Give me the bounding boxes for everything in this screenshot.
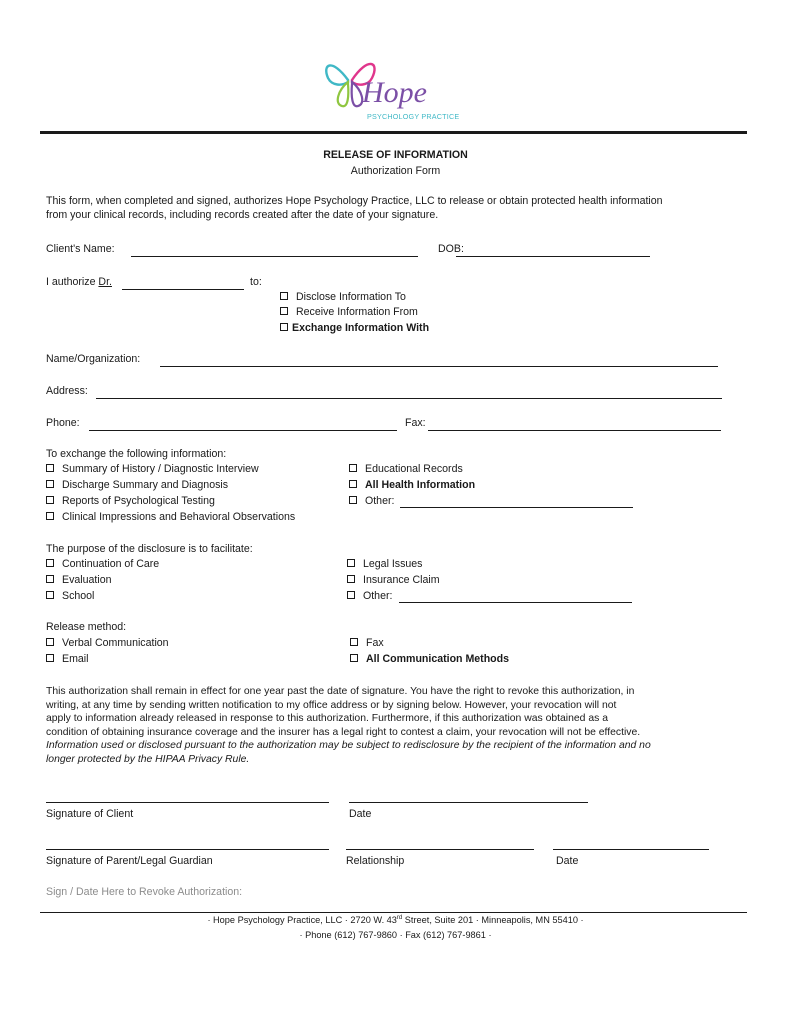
purpose-item[interactable] (46, 590, 94, 604)
purpose-item[interactable] (347, 558, 422, 572)
footer-address-part: · Hope Psychology Practice, LLC · 2720 W. 43 (207, 915, 397, 926)
item-label: Other: (363, 590, 393, 602)
terms-line: condition of obtaining insurance coverage and the insurer has a legal right to contest a claim, your revocation will not be effective. (46, 726, 641, 738)
date-label-2: Date (556, 855, 579, 867)
option-disclose[interactable] (280, 291, 406, 305)
option-exchange[interactable] (280, 322, 429, 336)
footer-address-part: Street, Suite 201 · Minneapolis, MN 55410 · (402, 915, 584, 926)
dob-label: DOB: (438, 243, 464, 255)
exchange-item[interactable] (349, 495, 394, 509)
option-receive[interactable] (280, 306, 418, 320)
purpose-heading: The purpose of the disclosure is to facilitate: (46, 543, 253, 555)
checkbox[interactable] (350, 638, 358, 646)
org-field[interactable] (160, 366, 718, 367)
date-line-2[interactable] (553, 849, 709, 850)
footer-phone: · Phone (612) 767-9860 · Fax (612) 767-9861 · (299, 930, 492, 940)
guardian-signature-label: Signature of Parent/Legal Guardian (46, 855, 213, 867)
phone-field[interactable] (89, 430, 397, 431)
header-divider (40, 131, 747, 134)
checkbox[interactable] (349, 480, 357, 488)
authorize-dr: Dr. (98, 276, 112, 288)
date-line-1[interactable] (349, 802, 588, 803)
method-item[interactable] (46, 637, 169, 651)
revoke-label: Sign / Date Here to Revoke Authorization: (46, 886, 243, 898)
intro-paragraph (46, 195, 746, 223)
doctor-name-field[interactable] (122, 289, 244, 290)
checkbox[interactable] (46, 654, 54, 662)
item-label: Discharge Summary and Diagnosis (62, 479, 229, 491)
item-label: Continuation of Care (62, 558, 160, 570)
terms-line: This authorization shall remain in effect for one year past the date of signature. You have the right to revoke this authorization, in (46, 686, 635, 697)
item-label: School (62, 590, 95, 602)
footer-sup: rd (396, 915, 403, 921)
purpose-item[interactable] (46, 574, 111, 588)
purpose-item[interactable] (46, 558, 159, 572)
checkbox[interactable] (347, 591, 355, 599)
method-item[interactable] (46, 653, 89, 667)
item-label: Educational Records (365, 463, 463, 475)
item-label: Insurance Claim (363, 574, 440, 586)
dob-field[interactable] (456, 256, 650, 257)
intro-line: This form, when completed and signed, authorizes Hope Psychology Practice, LLC to release or obtain protected health information (46, 195, 663, 207)
option-label: Exchange Information With (292, 322, 430, 334)
item-label: Verbal Communication (62, 637, 169, 649)
checkbox[interactable] (46, 591, 54, 599)
checkbox[interactable] (46, 480, 54, 488)
address-label: Address: (46, 385, 88, 397)
checkbox[interactable] (347, 575, 355, 583)
checkbox[interactable] (280, 307, 288, 315)
terms-italic-line: Information used or disclosed pursuant to the authorization may be subject to redisclosure by the recipient of the information and no (46, 740, 651, 752)
checkbox[interactable] (46, 638, 54, 646)
client-name-label: Client's Name: (46, 243, 115, 255)
fax-label: Fax: (405, 417, 426, 429)
option-label: Receive Information From (296, 306, 418, 318)
purpose-other-field[interactable] (399, 602, 632, 603)
checkbox[interactable] (46, 559, 54, 567)
intro-line: from your clinical records, including records created after the date of your signature. (46, 208, 439, 221)
logo-tagline: PSYCHOLOGY PRACTICE (367, 112, 460, 121)
exchange-item[interactable] (46, 495, 215, 509)
exchange-item[interactable] (349, 463, 463, 477)
logo-name: Hope (362, 76, 427, 109)
phone-label: Phone: (46, 417, 80, 429)
footer-divider (40, 912, 747, 913)
relationship-line[interactable] (346, 849, 534, 850)
method-item[interactable] (350, 653, 509, 667)
checkbox[interactable] (349, 464, 357, 472)
exchange-heading: To exchange the following information: (46, 448, 227, 460)
checkbox[interactable] (46, 512, 54, 520)
fax-field[interactable] (428, 430, 721, 431)
authorize-suffix: to: (250, 276, 262, 288)
guardian-signature-line[interactable] (46, 849, 329, 850)
relationship-label: Relationship (346, 855, 405, 867)
item-label: All Health Information (365, 479, 476, 491)
item-label: All Communication Methods (366, 653, 510, 665)
purpose-item[interactable] (347, 590, 392, 604)
item-label: Legal Issues (363, 558, 423, 570)
checkbox[interactable] (349, 496, 357, 504)
client-signature-line[interactable] (46, 802, 329, 803)
client-signature-label: Signature of Client (46, 808, 134, 820)
item-label: Clinical Impressions and Behavioral Observations (62, 511, 296, 523)
terms-line: apply to information already released in response to this authorization. Furthermore, if this authorization was obtained as a (46, 713, 608, 725)
authorize-label (46, 276, 112, 290)
item-label: Other: (365, 495, 395, 507)
checkbox[interactable] (280, 292, 288, 300)
item-label: Email (62, 653, 89, 665)
checkbox[interactable] (280, 323, 288, 331)
exchange-item[interactable] (46, 463, 259, 477)
checkbox[interactable] (347, 559, 355, 567)
option-label: Disclose Information To (296, 291, 406, 303)
method-heading: Release method: (46, 621, 127, 633)
footer-address (0, 915, 791, 927)
method-item[interactable] (350, 637, 384, 651)
checkbox[interactable] (350, 654, 358, 662)
butterfly-logo-icon (318, 44, 468, 124)
address-field[interactable] (96, 398, 722, 399)
item-label: Fax (366, 637, 384, 649)
purpose-item[interactable] (347, 574, 440, 588)
exchange-other-field[interactable] (400, 507, 633, 508)
item-label: Evaluation (62, 574, 112, 586)
checkbox[interactable] (46, 464, 54, 472)
item-label: Summary of History / Diagnostic Interview (62, 463, 259, 475)
form-subtitle: Authorization Form (350, 165, 441, 177)
exchange-item[interactable] (46, 479, 228, 493)
terms-paragraph (46, 685, 746, 766)
client-name-field[interactable] (131, 256, 418, 257)
checkbox[interactable] (46, 496, 54, 504)
authorize-prefix: I authorize (46, 276, 99, 288)
form-title: RELEASE OF INFORMATION (323, 149, 468, 161)
hope-logo (318, 44, 468, 124)
exchange-item[interactable] (46, 511, 295, 525)
terms-italic-line: longer protected by the HIPAA Privacy Rule. (46, 753, 250, 765)
org-label: Name/Organization: (46, 353, 141, 365)
date-label-1: Date (349, 808, 372, 820)
exchange-item[interactable] (349, 479, 475, 493)
terms-line: writing, at any time by sending written notification to my office address or by signing below. However, your revocation will not (46, 699, 617, 711)
checkbox[interactable] (46, 575, 54, 583)
item-label: Reports of Psychological Testing (62, 495, 215, 507)
